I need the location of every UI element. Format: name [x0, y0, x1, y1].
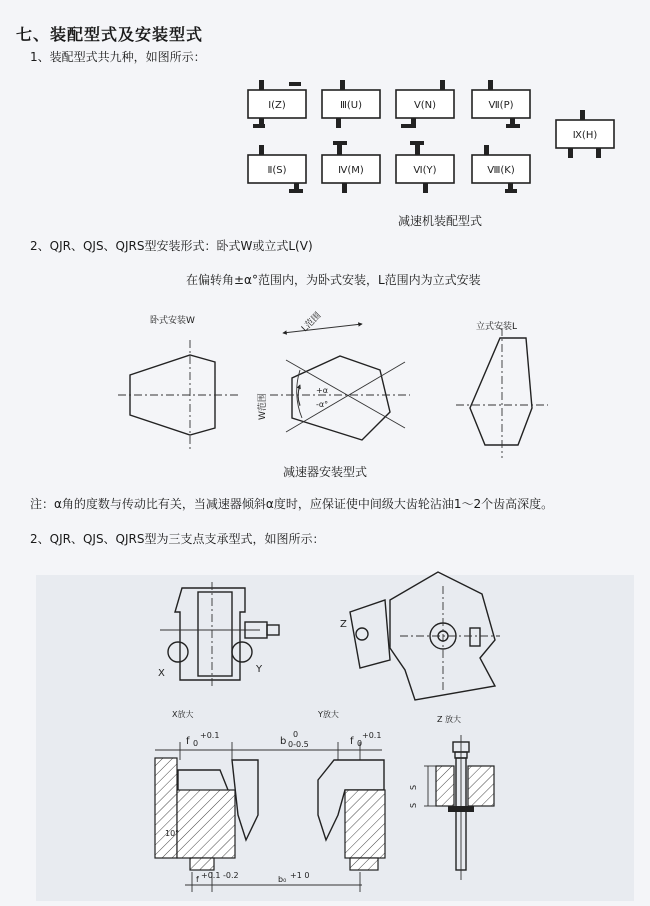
assembly-type-5-label: Ⅴ(N)	[413, 100, 437, 111]
y-detail-title: Y放大	[318, 710, 339, 719]
b-bottom-tol: +1 0	[290, 871, 310, 880]
f-sub-right: 0	[357, 739, 363, 748]
assembly-type-1-label: Ⅰ(Z)	[268, 100, 286, 111]
horizontal-install-label: 卧式安装W	[150, 316, 195, 326]
vertical-install-diagram	[456, 328, 548, 458]
assembly-type-7-label: Ⅶ(P)	[488, 100, 514, 111]
s-dim-1: S	[409, 784, 418, 790]
item-support-type: 2、QJR、QJS、QJRS型为三支点支承型式，如图所示：	[30, 532, 325, 546]
horizontal-install-diagram	[118, 340, 240, 450]
y-mark: Y	[256, 664, 263, 675]
install-caption: 减速器安装型式	[283, 465, 368, 479]
assembly-type-3-label: Ⅲ(U)	[339, 100, 363, 111]
s-dim-2: S	[409, 802, 418, 808]
f-tol-right: +0.1	[362, 731, 382, 740]
z-detail-title: Z 放大	[437, 715, 462, 724]
f-tol-left: +0.1	[200, 731, 220, 740]
f-dim-left: f	[186, 736, 190, 747]
assembly-type-2-label: Ⅱ(S)	[267, 165, 287, 176]
f-bottom: f	[196, 875, 199, 884]
l-range-label: L范围	[300, 310, 324, 335]
assembly-type-4	[322, 141, 380, 193]
angle-label: 10°	[165, 829, 180, 838]
assembly-type-4-label: Ⅳ(M)	[338, 165, 364, 176]
x-detail-title: X放大	[172, 710, 194, 719]
assembly-caption: 减速机装配型式	[398, 214, 483, 228]
assembly-type-1	[248, 80, 306, 128]
item-assembly-types: 1、装配型式共九种，如图所示：	[30, 50, 206, 64]
b-bottom: b₀	[278, 875, 287, 884]
install-note: 在偏转角±α°范围内，为卧式安装，L范围内为立式安装	[186, 273, 481, 287]
tilt-range-diagram	[256, 309, 410, 440]
vertical-install-label: 立式安装L	[476, 322, 518, 332]
assembly-type-9	[556, 110, 614, 158]
item-install-forms: 2、QJR、QJS、QJRS型安装形式：卧式W或立式L(V)	[30, 239, 313, 253]
f-bottom-tol: +0.1 -0.2	[201, 871, 239, 880]
b-tol: 0-0.5	[288, 740, 309, 749]
minus-alpha-label: -α°	[316, 400, 329, 409]
assembly-type-9-label: Ⅸ(H)	[572, 130, 598, 141]
assembly-type-5	[396, 80, 454, 128]
w-range-label: W范围	[258, 393, 268, 420]
assembly-type-8-label: Ⅷ(K)	[487, 165, 515, 176]
note-text: 注：α角的度数与传动比有关，当减速器倾斜α度时，应保证使中间级大齿轮沾油1～2个齿高深度。	[30, 497, 554, 511]
assembly-type-8	[472, 145, 530, 193]
section-heading: 七、装配型式及安装型式	[16, 25, 204, 44]
assembly-type-3	[322, 80, 380, 128]
b-dim: b	[280, 736, 287, 747]
z-mark: Z	[340, 619, 347, 630]
b-sup: 0	[293, 730, 299, 739]
assembly-type-6	[396, 141, 454, 193]
assembly-type-7	[472, 80, 530, 128]
f-dim-right: f	[350, 736, 354, 747]
x-mark: X	[158, 668, 165, 679]
f-sub-left: 0	[193, 739, 199, 748]
support-panel-bg	[36, 575, 634, 901]
plus-alpha-label: +α	[316, 386, 328, 395]
assembly-type-2	[248, 145, 306, 193]
assembly-type-6-label: Ⅵ(Y)	[413, 165, 437, 176]
